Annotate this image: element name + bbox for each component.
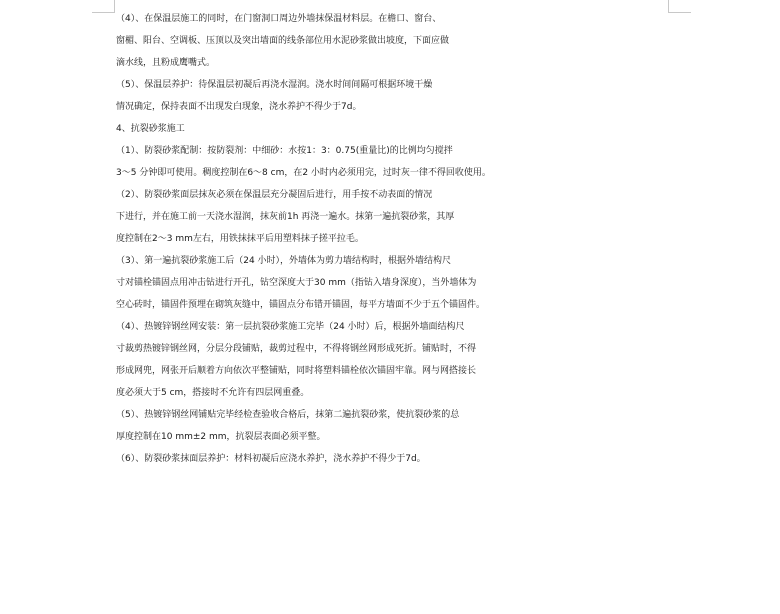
text-line: （5）、热镀锌钢丝网铺贴完毕经检查验收合格后，抹第二遍抗裂砂浆，使抗裂砂浆的总 xyxy=(116,410,460,420)
text-line: 形成网兜，网张开后顺着方向依次平整铺贴，同时将塑料锚栓依次锚固牢靠。网与网搭接长 xyxy=(116,366,477,376)
text-line: 寸裁剪热镀锌钢丝网，分层分段铺贴，裁剪过程中，不得将钢丝网形成死折。铺贴时，不得 xyxy=(116,344,477,354)
text-line: 空心砖时，锚固件预埋在砌筑灰缝中，锚固点分布错开锚固，每平方墙面不少于五个锚固件。 xyxy=(116,300,486,310)
text-line: （5）、保温层养护：待保温层初凝后再浇水湿润。浇水时间间隔可根据环境干燥 xyxy=(116,80,433,90)
text-line: （2）、防裂砂浆面层抹灰必须在保温层充分凝固后进行，用手按不动表面的情况 xyxy=(116,190,433,200)
document-body[interactable] xyxy=(116,8,676,470)
text-line: 度必须大于5 cm，搭接时不允许有四层网重叠。 xyxy=(116,388,310,398)
text-line: 情况确定，保持表面不出现发白现象，浇水养护不得少于7d。 xyxy=(116,102,362,112)
text-line: 寸对锚栓锚固点用冲击钻进行开孔，钻空深度大于30 mm（指钻入墙身深度），当外墙体为 xyxy=(116,278,477,288)
text-line: （3）、第一遍抗裂砂浆施工后（24 小时），外墙体为剪力墙结构时，根据外墙结构尺 xyxy=(116,256,452,266)
text-line: （1）、防裂砂浆配制：按防裂剂：中细砂：水按1：3：0.75(重量比)的比例均匀搅拌 xyxy=(116,146,453,156)
text-line: 4、抗裂砂浆施工 xyxy=(116,124,185,134)
text-line: （4）、在保温层施工的同时，在门窗洞口周边外墙抹保温材料层。在檐口、窗台、 xyxy=(116,14,442,24)
text-line: 厚度控制在10 mm±2 mm，抗裂层表面必须平整。 xyxy=(116,432,326,442)
page-corner-mark-left xyxy=(92,0,115,13)
text-line: 度控制在2～3 mm左右，用铁抹抹平后用塑料抹子搓平拉毛。 xyxy=(116,234,364,244)
text-line: 3～5 分钟即可使用。稠度控制在6～8 cm，在2 小时内必须用完，过时灰一律不得回收使用。 xyxy=(116,168,491,178)
text-line: 下进行，并在施工前一天浇水湿润，抹灰前1h 再浇一遍水。抹第一遍抗裂砂浆，其厚 xyxy=(116,212,455,222)
text-line: 滴水线，且粉成鹰嘴式。 xyxy=(116,58,216,68)
text-line: （4）、热镀锌钢丝网安装：第一层抗裂砂浆施工完毕（24 小时）后，根据外墙面结构尺 xyxy=(116,322,465,332)
text-line: 窗楣、阳台、空调板、压顶以及突出墙面的线条部位用水泥砂浆做出坡度，下面应做 xyxy=(116,36,450,46)
text-line: （6）、防裂砂浆抹面层养护：材料初凝后应浇水养护，浇水养护不得少于7d。 xyxy=(116,454,426,464)
